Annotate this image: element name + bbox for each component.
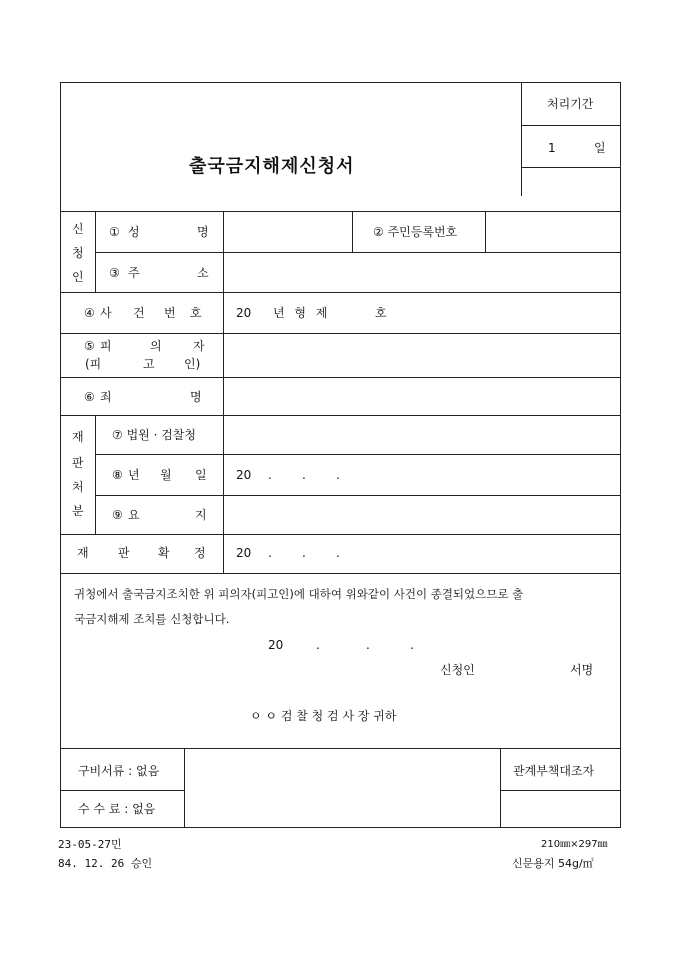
row-line — [60, 573, 621, 574]
gist-label-b: 지 — [195, 508, 207, 522]
statement-line-2: 국금지해제 조치를 신청합니다. — [74, 612, 230, 626]
suspect-label-char: 자 — [193, 339, 205, 353]
statement-date: 20 — [268, 638, 284, 652]
case-label-char: 호 — [190, 306, 202, 320]
charge-label-num: ⑥ — [84, 390, 95, 404]
date-label-num: ⑧ — [112, 468, 123, 482]
statement-date: . — [316, 638, 320, 652]
approval-date: 84. 12. 26 승인 — [58, 857, 153, 870]
paper-type: 신문용지 54g/㎡ — [512, 857, 594, 870]
applicant-sign-label: 신청인 — [440, 663, 475, 677]
finalization-label-char: 재 — [77, 546, 89, 560]
row-line — [95, 252, 621, 253]
case-value-year: 20 — [236, 306, 252, 320]
row-line — [60, 333, 621, 334]
col-line — [223, 211, 224, 573]
period-box-bottom — [521, 167, 621, 168]
officer-check: 관계부책대조자 — [513, 764, 595, 778]
footer-box-divider — [500, 790, 621, 791]
finalization-label-char: 정 — [194, 546, 206, 560]
row-line — [60, 534, 621, 535]
row-line — [60, 377, 621, 378]
form-code: 23-05-27민 — [58, 838, 122, 851]
case-label-char: 사 — [100, 306, 112, 320]
row-line — [60, 415, 621, 416]
court-label: ⑦ 법원 · 검찰청 — [112, 428, 196, 442]
footer-box-divider — [60, 790, 184, 791]
judgment-label-char: 처 — [72, 480, 84, 494]
finalization-date-value: 20 — [236, 546, 252, 560]
charge-label-a: 죄 — [100, 390, 112, 404]
case-label-num: ④ — [84, 306, 95, 320]
statement-date: . — [366, 638, 370, 652]
applicant-label-char: 신 — [72, 222, 84, 236]
name-label-a: 성 — [128, 225, 140, 239]
address-label-b: 소 — [197, 266, 209, 280]
address-label-a: 주 — [128, 266, 140, 280]
row-line — [60, 748, 621, 749]
paper-size: 210㎜×297㎜ — [541, 839, 608, 850]
statement-line-1: 귀청에서 출국금지조치한 위 피의자(피고인)에 대하여 위와같이 사건이 종결되었으므로 출 — [74, 587, 524, 601]
date-label-char: 일 — [195, 468, 207, 482]
addressee: ㅇ ㅇ 검 찰 청 검 사 장 귀하 — [250, 709, 397, 723]
row-line — [60, 292, 621, 293]
col-line — [184, 748, 185, 828]
case-value-end: 호 — [375, 306, 387, 320]
gist-label-a: 요 — [128, 508, 140, 522]
applicant-label-char: 인 — [72, 270, 84, 284]
rrn-label: ② 주민등록번호 — [373, 225, 458, 239]
row-line — [95, 495, 621, 496]
gist-label-num: ⑨ — [112, 508, 123, 522]
finalization-date-value: . — [302, 546, 306, 560]
judgment-date-value: . — [302, 468, 306, 482]
date-label-char: 월 — [160, 468, 172, 482]
judgment-label-char: 분 — [72, 504, 84, 518]
case-label-char: 건 — [133, 306, 145, 320]
suspect-label-char: 피 — [100, 339, 112, 353]
col-line — [485, 211, 486, 252]
processing-period-number: 1 — [548, 141, 556, 155]
row-line — [95, 454, 621, 455]
judgment-date-value: . — [336, 468, 340, 482]
statement-date: . — [410, 638, 414, 652]
case-value-mid: 년 형 제 — [273, 306, 331, 320]
applicant-label-char: 청 — [72, 246, 84, 260]
form-title: 출국금지해제신청서 — [189, 156, 355, 177]
judgment-label-char: 판 — [72, 456, 84, 470]
col-line — [352, 211, 353, 252]
case-label-char: 번 — [164, 306, 176, 320]
period-box-left-border — [521, 82, 522, 196]
period-box-divider — [521, 125, 621, 126]
fee: 수 수 료 : 없음 — [78, 802, 156, 816]
defendant-label-char: 인) — [184, 357, 201, 371]
address-label-num: ③ — [109, 266, 120, 280]
col-line — [95, 415, 96, 534]
defendant-label-char: 고 — [143, 357, 155, 371]
row-line — [60, 211, 621, 212]
processing-period-unit: 일 — [594, 141, 606, 155]
processing-period-label: 처리기간 — [547, 97, 594, 111]
finalization-date-value: . — [336, 546, 340, 560]
date-label-char: 년 — [128, 468, 140, 482]
judgment-date-value: 20 — [236, 468, 252, 482]
judgment-label-char: 재 — [72, 430, 84, 444]
signature-label: 서명 — [570, 663, 594, 677]
charge-label-b: 명 — [190, 390, 202, 404]
name-label-b: 명 — [197, 225, 209, 239]
finalization-label-char: 판 — [118, 546, 130, 560]
col-line — [500, 748, 501, 828]
suspect-label-num: ⑤ — [84, 339, 95, 353]
finalization-date-value: . — [268, 546, 272, 560]
judgment-date-value: . — [268, 468, 272, 482]
required-docs: 구비서류 : 없음 — [78, 764, 160, 778]
col-line — [95, 211, 96, 292]
finalization-label-char: 확 — [158, 546, 170, 560]
defendant-label-char: (피 — [85, 357, 102, 371]
name-label-num: ① — [109, 225, 120, 239]
suspect-label-char: 의 — [150, 339, 162, 353]
